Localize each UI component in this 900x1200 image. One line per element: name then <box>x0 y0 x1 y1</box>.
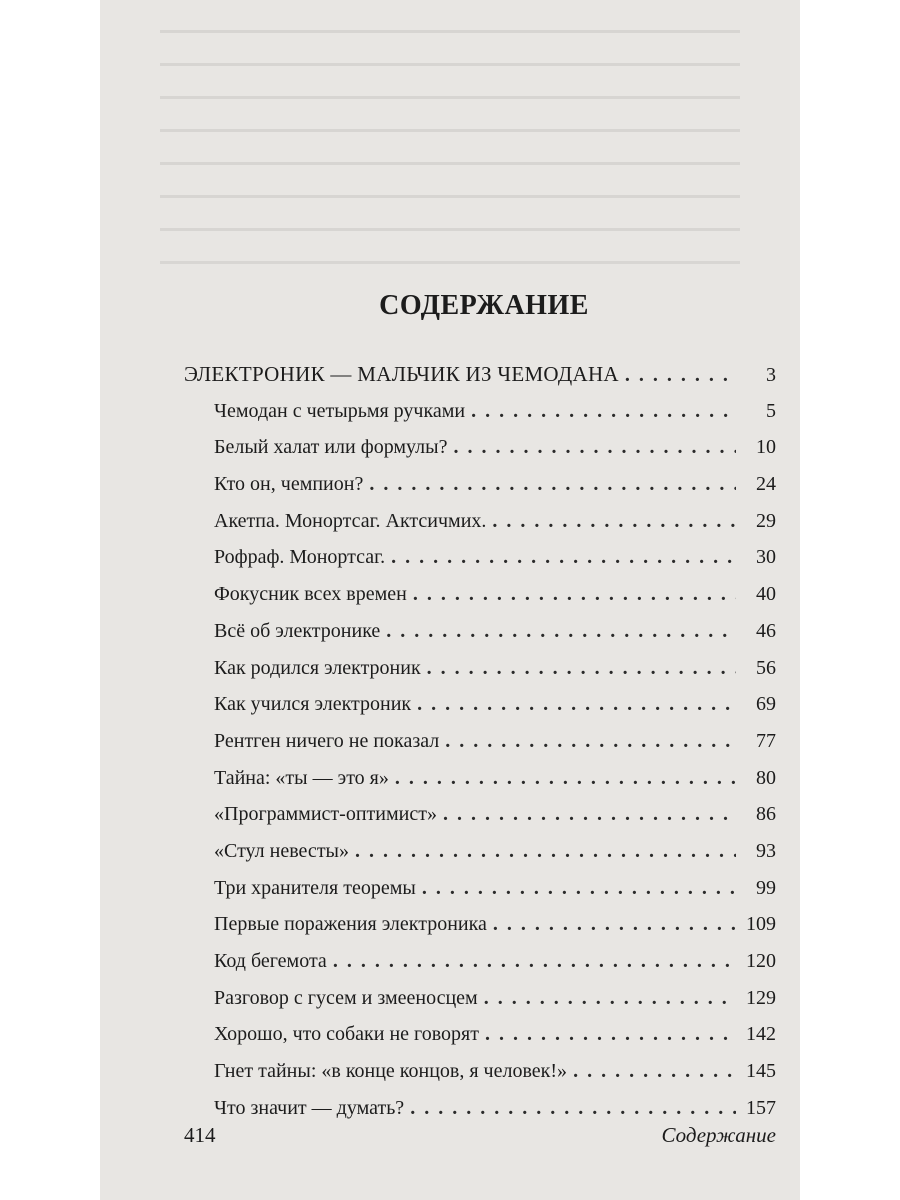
toc-entry-title: «Программист-оптимист» <box>214 803 437 826</box>
toc-entry-title: Рентген ничего не показал <box>214 729 440 752</box>
toc-entry <box>184 1053 784 1090</box>
toc-entry <box>184 760 784 797</box>
toc-entry-title: Белый халат или формулы? <box>214 436 448 459</box>
toc-entry-title: Разговор с гусем и змееносцем <box>214 986 478 1009</box>
toc-entry <box>184 393 784 430</box>
toc-entry-title: Фокусник всех времен <box>214 583 407 606</box>
dot-leader <box>445 723 736 760</box>
toc-entry-title: Гнет тайны: «в конце концов, я человек!» <box>214 1060 568 1083</box>
toc-entry <box>184 539 784 576</box>
dot-leader <box>493 906 736 943</box>
toc-entry-title: Чемодан с четырьмя ручками <box>214 399 466 422</box>
toc-entry-page: 56 <box>756 656 776 679</box>
dot-leader <box>417 686 736 723</box>
dot-leader <box>492 503 736 540</box>
toc-entry-title: Как учился электроник <box>214 693 412 716</box>
toc-entry <box>184 796 784 833</box>
toc-entry-title: Акетпа. Монортсаг. Актсичмих. <box>214 509 487 532</box>
dot-leader <box>355 833 736 870</box>
toc-entry-page: 157 <box>746 1096 776 1119</box>
book-page <box>100 0 800 1200</box>
toc-entry-title: Кто он, чемпион? <box>214 473 364 496</box>
dot-leader <box>484 980 736 1017</box>
toc-entry-page: 129 <box>746 986 776 1009</box>
page-content <box>184 0 784 1200</box>
toc-entry-page: 109 <box>746 913 776 936</box>
toc-entry-page: 145 <box>746 1060 776 1083</box>
dot-leader <box>625 357 736 394</box>
toc-entry <box>184 1016 784 1053</box>
toc-entry <box>184 613 784 650</box>
toc-entry-page: 120 <box>746 950 776 972</box>
toc-entry-title: Код бегемота <box>214 950 327 972</box>
toc-entry-page: 80 <box>756 766 776 789</box>
toc-entry <box>184 576 784 613</box>
toc-entry-title: Хорошо, что собаки не говорят <box>214 1023 479 1046</box>
page-title: СОДЕРЖАНИЕ <box>379 290 589 321</box>
toc-entry <box>184 870 784 907</box>
toc-entry-title: Первые поражения электроника <box>214 913 487 936</box>
toc-entry-page: 3 <box>766 364 776 386</box>
toc-entry <box>184 1090 784 1127</box>
toc-entry-title: Как родился электроник <box>214 656 421 679</box>
toc-entry-title: Что значит — думать? <box>214 1096 405 1119</box>
toc-entry-title: Всё об электронике <box>214 619 381 642</box>
dot-leader <box>453 429 736 466</box>
toc-entry <box>184 686 784 723</box>
table-of-contents <box>184 356 784 1126</box>
toc-entry-page: 40 <box>756 583 776 606</box>
toc-entry-page: 10 <box>756 436 776 459</box>
toc-entry <box>184 943 784 980</box>
toc-entry <box>184 650 784 687</box>
toc-entry <box>184 723 784 760</box>
toc-entry-page: 29 <box>756 509 776 532</box>
toc-entry-title: «Стул невесты» <box>214 839 349 862</box>
dot-leader <box>333 943 736 980</box>
toc-entry-page: 93 <box>756 839 776 862</box>
dot-leader <box>413 576 736 613</box>
page-number: 414 <box>184 1123 216 1147</box>
toc-entry-page: 69 <box>756 693 776 716</box>
toc-entry-page: 86 <box>756 803 776 826</box>
running-title: Содержание <box>661 1123 776 1147</box>
toc-entry <box>184 833 784 870</box>
toc-entry-page: 77 <box>756 729 776 752</box>
toc-entry-page: 30 <box>756 546 776 569</box>
dot-leader <box>471 393 736 430</box>
dot-leader <box>386 613 736 650</box>
toc-entry <box>184 980 784 1017</box>
toc-entry-title: Тайна: «ты — это я» <box>214 766 389 789</box>
dot-leader <box>427 650 736 687</box>
toc-entry-page: 5 <box>766 399 776 422</box>
toc-entry-page: 99 <box>756 876 776 899</box>
toc-entry <box>184 906 784 943</box>
toc-entry-page: 24 <box>756 473 776 496</box>
toc-entry <box>184 466 784 503</box>
dot-leader <box>410 1090 736 1127</box>
toc-section-entry <box>184 356 784 393</box>
toc-entry-title: Рофраф. Монортсаг. <box>214 546 386 569</box>
dot-leader <box>395 760 736 797</box>
toc-entry-page: 46 <box>756 619 776 642</box>
toc-entry <box>184 503 784 540</box>
toc-entry <box>184 429 784 466</box>
toc-entry-page: 142 <box>746 1023 776 1046</box>
dot-leader <box>485 1016 736 1053</box>
dot-leader <box>422 870 736 907</box>
dot-leader <box>573 1053 736 1090</box>
dot-leader <box>391 539 736 576</box>
dot-leader <box>369 466 736 503</box>
toc-entry-title: Три хранителя теоремы <box>214 876 416 899</box>
toc-entry-title: ЭЛЕКТРОНИК — МАЛЬЧИК ИЗ ЧЕМОДАНА <box>184 362 619 386</box>
dot-leader <box>443 796 736 833</box>
